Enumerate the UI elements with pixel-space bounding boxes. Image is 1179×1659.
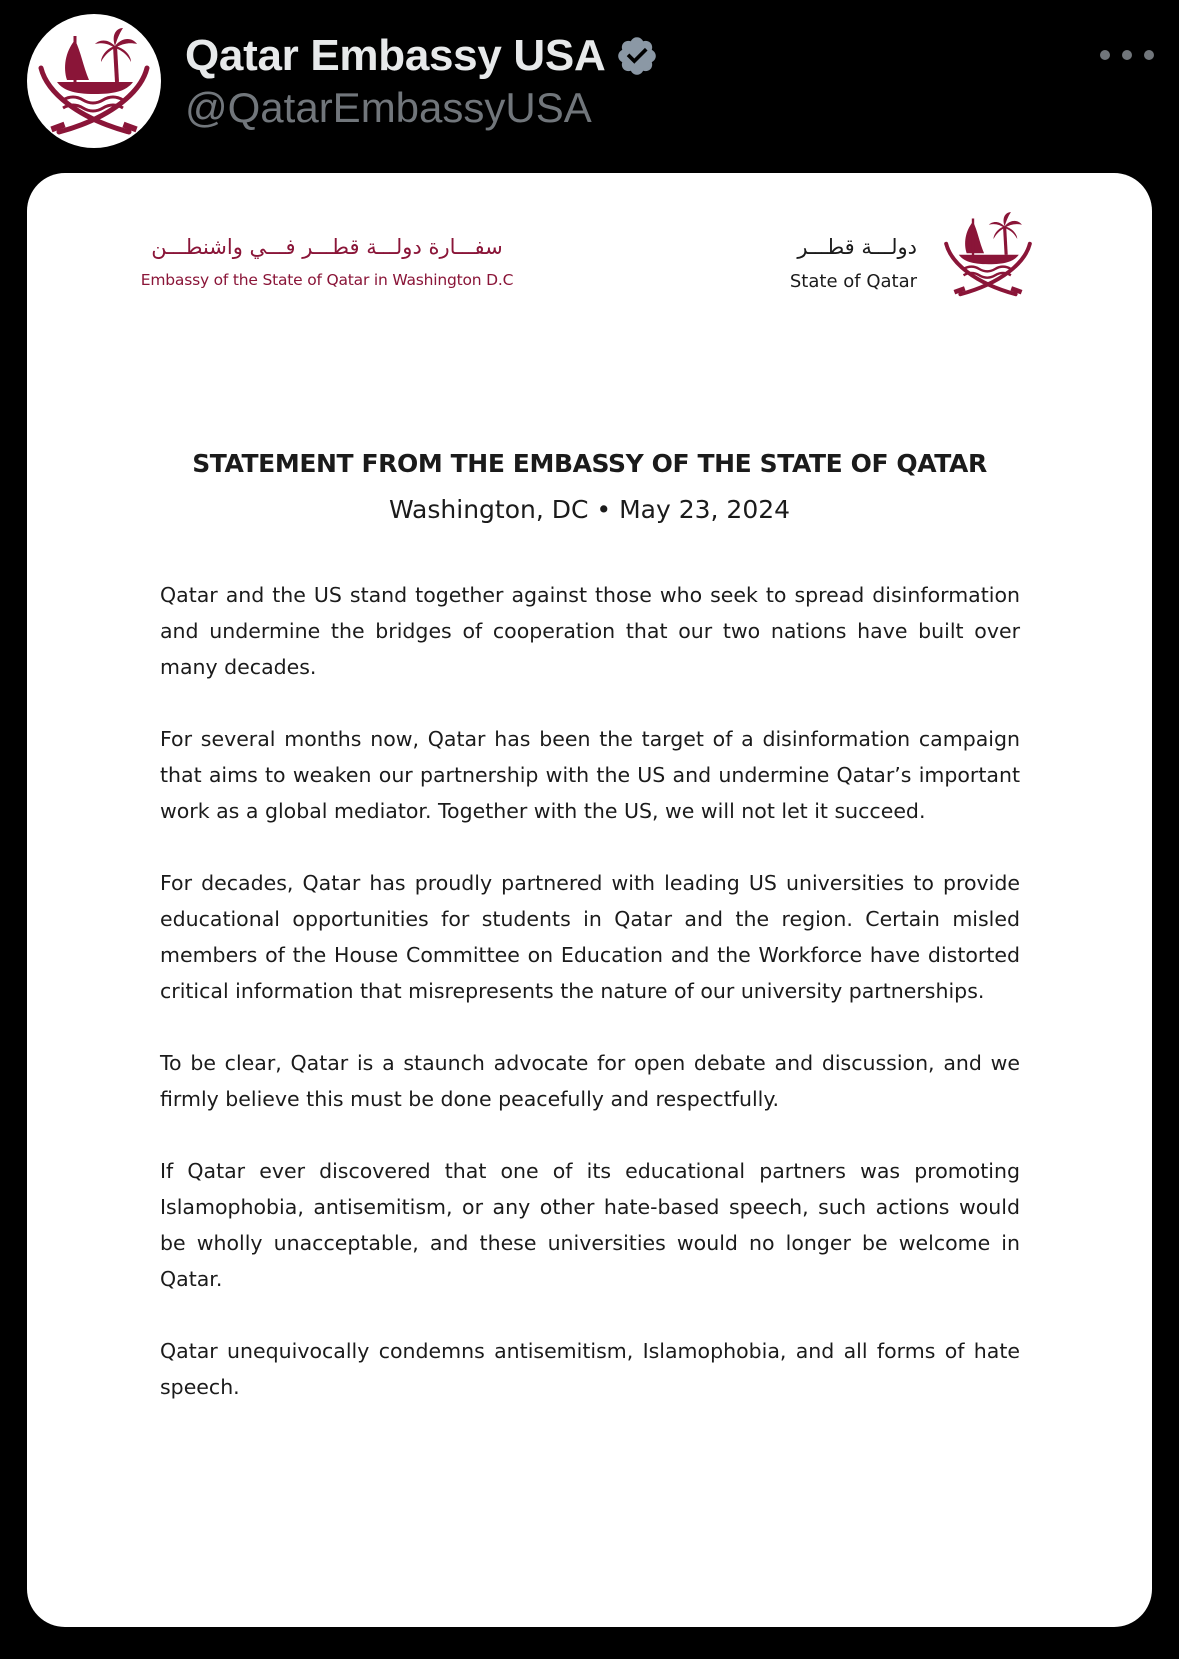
state-name-arabic: دولـــة قطـــر — [797, 235, 917, 259]
embassy-name-english: Embassy of the State of Qatar in Washington D.C — [140, 271, 514, 289]
statement-paragraph: Qatar and the US stand together against those who seek to spread disinformation and undermine the bridges of cooperation that our two nations have built over many decades. — [160, 583, 1020, 679]
embassy-name-arabic: سفـــارة دولـــة قطـــر فـــي واشنطـــن — [151, 235, 503, 259]
statement-dateline: Washington, DC • May 23, 2024 — [388, 495, 791, 524]
more-options-button[interactable] — [1100, 40, 1154, 70]
statement-paragraph: To be clear, Qatar is a staunch advocate for open debate and discussion, and we firmly believe this must be done peacefully and respectfully. — [160, 1051, 1020, 1111]
more-horizontal-icon — [1144, 50, 1154, 60]
verified-badge-icon — [615, 34, 659, 78]
qatar-emblem-icon — [943, 207, 1033, 301]
statement-paragraph: For decades, Qatar has proudly partnered with leading US universities to provide educational opportunities for students in Qatar and the region. Certain misled members of the House Committee on Education and the Workforce have distorted critical information that misrepresents the nature of our university partnerships. — [160, 871, 1020, 1003]
tweet-header — [0, 0, 1179, 170]
statement-paragraph: For several months now, Qatar has been the target of a disinformation campaign that aims to weaken our partnership with the US and undermine Qatar’s important work as a global mediator. Together with the US, we will not let it succeed. — [160, 727, 1020, 823]
statement-paragraph: Qatar unequivocally condemns antisemitism, Islamophobia, and all forms of hate speech. — [160, 1339, 1020, 1399]
more-horizontal-icon — [1122, 50, 1132, 60]
author-handle[interactable]: @QatarEmbassyUSA — [185, 84, 592, 131]
display-name[interactable]: Qatar Embassy USA — [185, 31, 606, 80]
statement-title: STATEMENT FROM THE EMBASSY OF THE STATE OF QATAR — [192, 449, 987, 478]
qatar-emblem-icon — [37, 22, 151, 140]
avatar[interactable] — [27, 14, 161, 148]
more-horizontal-icon — [1100, 50, 1110, 60]
statement-paragraph: If Qatar ever discovered that one of its educational partners was promoting Islamophobia, antisemitism, or any other hate-based speech, such actions would be wholly unacceptable, and these universities would no longer be welcome in Qatar. — [160, 1159, 1020, 1291]
state-name-english: State of Qatar — [789, 271, 917, 292]
statement-body — [160, 577, 1020, 1441]
tweet-media-image[interactable] — [27, 173, 1152, 1627]
author-name-row[interactable] — [185, 26, 659, 86]
